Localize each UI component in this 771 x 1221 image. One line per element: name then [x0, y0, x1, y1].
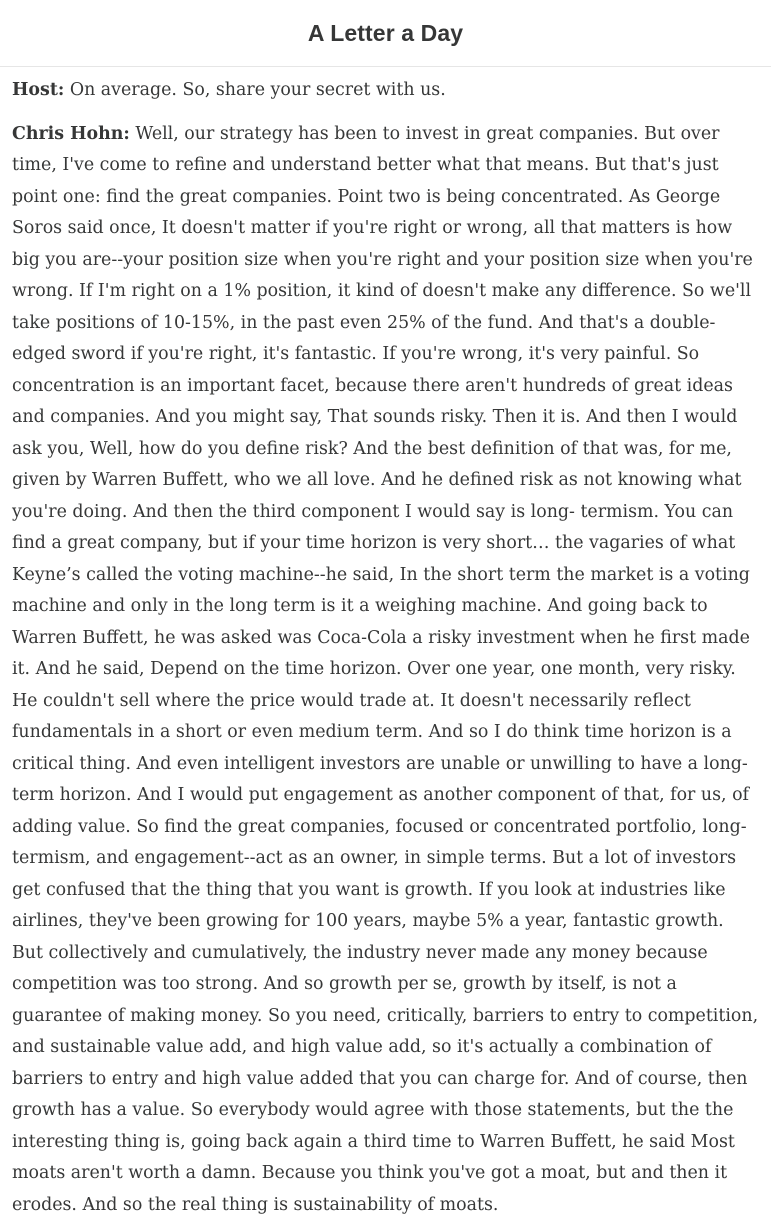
- page-title: A Letter a Day: [308, 20, 463, 47]
- speaker-label-guest: Chris Hohn:: [12, 124, 130, 144]
- transcript-paragraph-guest: [12, 119, 759, 1221]
- article-body: [0, 67, 771, 1221]
- host-text: On average. So, share your secret with us.: [70, 80, 446, 100]
- app-header: [0, 0, 771, 67]
- guest-text: Well, our strategy has been to invest in great companies. But over time, I've come to refine and understand better what that means. But that's just point one: find the great companies. Point two is being concentrated. As George Soros said once, It doesn't matter if you're right or wrong, all that matters is how big you are--your position size when you're right and your position size when you're wrong. If I'm right on a 1% position, it kind of doesn't make any difference. So we'll take positions of 10-15%, in the past even 25% of the fund. And that's a double-edged sword if you're right, it's fantastic. If you're wrong, it's very painful. So concentration is an important facet, because there aren't hundreds of great ideas and companies. And you might say, That sounds risky. Then it is. And then I would ask you, Well, how do you define risk? And the best definition of that was, for me, given by Warren Buffett, who we all love. And he defined risk as not knowing what you're doing. And then the third component I would say is long- termism. You can find a great company, but if your time horizon is very short… the vagaries of what Keyne’s called the voting machine--he said, In the short term the market is a voting machine and only in the long term is it a weighing machine. And going back to Warren Buffett, he was asked was Coca-Cola a risky investment when he first made it. And he said, Depend on the time horizon. Over one year, one month, very risky. He couldn't sell where the price would trade at. It doesn't necessarily reflect fundamentals in a short or even medium term. And so I do think time horizon is a critical thing. And even intelligent investors are unable or unwilling to have a long-term horizon. And I would put engagement as another component of that, for us, of adding value. So find the great companies, focused or concentrated portfolio, long-termism, and engagement--act as an owner, in simple terms. But a lot of investors get confused that the thing that you want is growth. If you look at industries like airlines, they've been growing for 100 years, maybe 5% a year, fantastic growth. But collectively and cumulatively, the industry never made any money because competition was too strong. And so growth per se, growth by itself, is not a guarantee of making money. So you need, critically, barriers to entry to competition, and sustainable value add, and high value add, so it's actually a combination of barriers to entry and high value added that you can charge for. And of course, then growth has a value. So everybody would agree with those statements, but the the interesting thing is, going back again a third time to Warren Buffett, he said Most moats aren't worth a damn. Because you think you've got a moat, but and then it erodes. And so the real thing is sustainability of moats.: [12, 124, 758, 1215]
- transcript-paragraph-host: [12, 75, 759, 107]
- speaker-label-host: Host:: [12, 80, 64, 100]
